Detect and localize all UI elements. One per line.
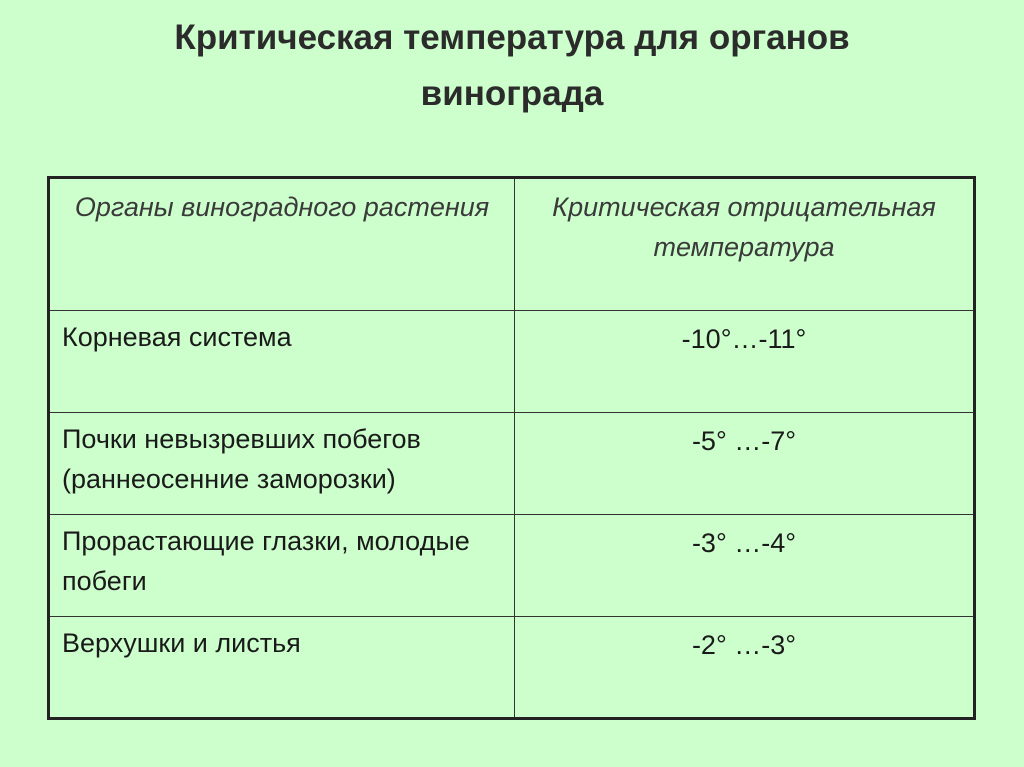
organ-cell: Верхушки и листья [49, 617, 515, 719]
organ-cell: Прорастающие глазки, молодые побеги [49, 515, 515, 617]
slide-title [0, 10, 1024, 122]
table-row [49, 515, 975, 617]
header-organs: Органы виноградного растения [49, 178, 515, 311]
slide-title-line-1: Критическая температура для органов [174, 18, 850, 57]
temperature-cell: -10°…-11° [515, 311, 975, 413]
table-row [49, 311, 975, 413]
temperature-cell: -2° …-3° [515, 617, 975, 719]
table-row [49, 617, 975, 719]
critical-temperature-table [47, 176, 976, 720]
organ-cell: Почки невызревших побегов (раннеосенние заморозки) [49, 413, 515, 515]
table-row [49, 413, 975, 515]
temperature-cell: -5° …-7° [515, 413, 975, 515]
table-header-row [49, 178, 975, 311]
organ-cell: Корневая система [49, 311, 515, 413]
temperature-cell: -3° …-4° [515, 515, 975, 617]
slide-title-line-2: винограда [420, 74, 604, 113]
header-temperature: Критическая отрицательная температура [515, 178, 975, 311]
